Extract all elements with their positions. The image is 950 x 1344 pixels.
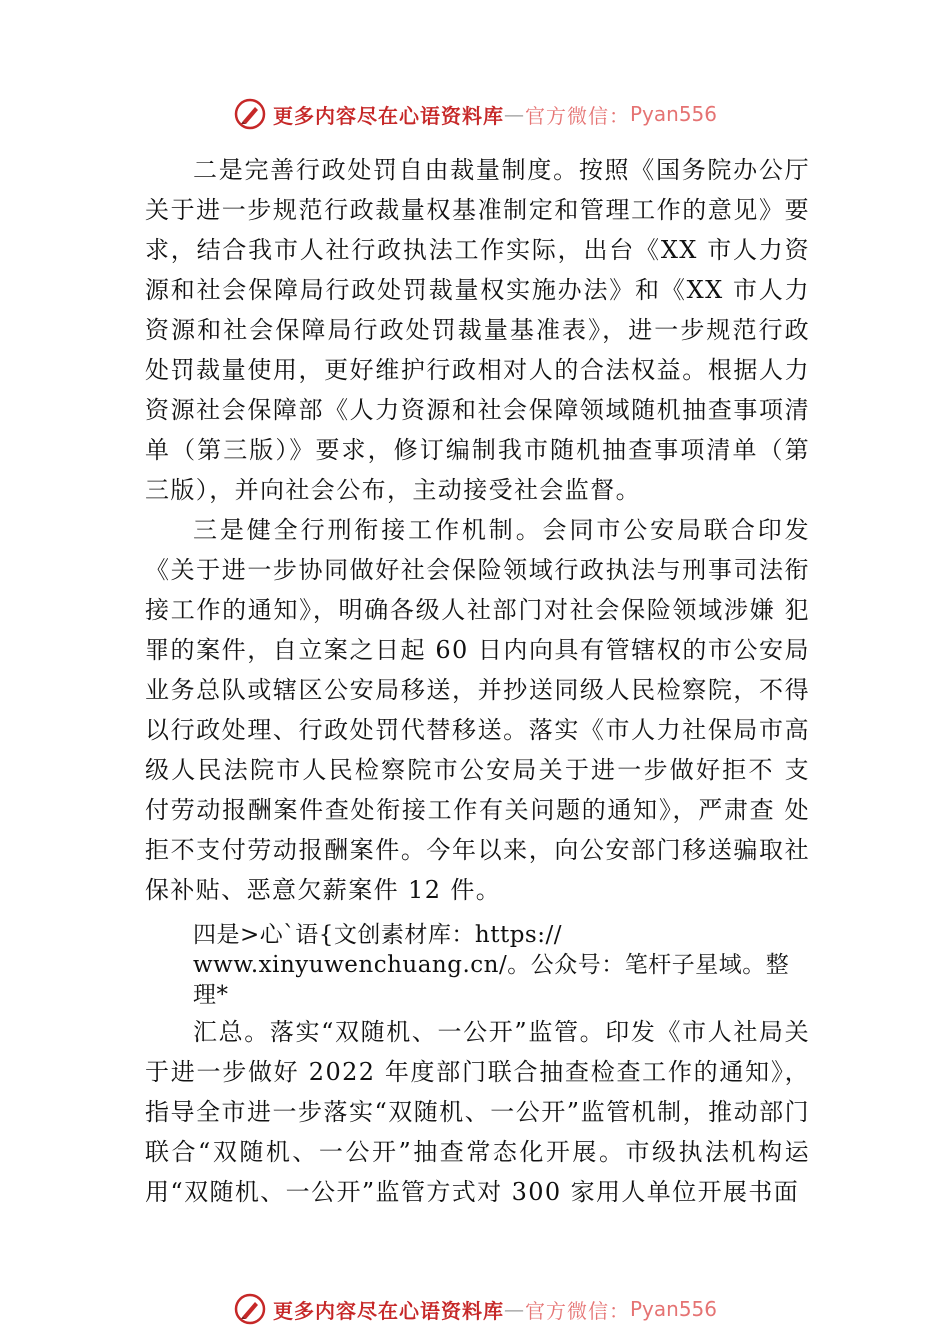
header-banner [0,94,950,134]
footer-wechat-label: 官方微信： [524,1298,630,1323]
document-body [145,150,810,1212]
footer-banner [0,1289,950,1329]
pen-logo-icon [233,97,267,131]
paragraph-criminal-linkage: 三是健全行刑衔接工作机制。会同市公安局联合印发《关于进一步协同做好社会保险领域行政执法与刑事司法衔接工作的通知》，明确各级人社部门对社会保险领域涉嫌 犯罪的案件，自立案之日起 60 日内向具有管辖权的市公安局业务总队或辖区公安局移送，并抄送同级人民检察院，不得以行政处理、行政处罚代替移送。落实《市人力社保局市高级人民法院市人民检察院市公安局关于进一步做好拒不 支付劳动报酬案件查处衔接工作有关问题的通知》，严肃查 处拒不支付劳动报酬案件。今年以来，向公安部门移送骗取社保补贴、恶意欠薪案件 12 件。 [145,516,810,904]
header-wechat-label: 官方微信： [524,103,630,128]
watermark-line-2: www.xinyuwenchuang.cn/。公众号：笔杆子星域。整理* [193,952,790,1008]
footer-separator: — [503,1297,525,1321]
footer-brand: 更多内容尽在心语资料库 [272,1298,504,1323]
footer-wechat-id: Pyan556 [629,1297,717,1321]
pen-logo-icon [233,1292,267,1326]
header-brand: 更多内容尽在心语资料库 [272,103,504,128]
paragraph-penalty-discretion: 二是完善行政处罚自由裁量制度。按照《国务院办公厅关于进一步规范行政裁量权基准制定和管理工作的意见》要求，结合我市人社行政执法工作实际，出台《XX 市人力资源和社会保障局行政处罚裁量权实施办法》和《XX 市人力资源和社会保障局行政处罚裁量基准表》，进一步规范行政 处罚裁量使用，更好维护行政相对人的合法权益。根据人力资源社会保障部《人力资源和社会保障领域随机抽查事项清单（第三版）》要求，修订编制我市随机抽查事项清单（第三版），并向社会公布，主动接受社会监督。 [145,156,810,504]
header-wechat-id: Pyan556 [629,102,717,126]
header-separator: — [503,102,525,126]
watermark-line-1: 四是>心`语{文创素材库：https:// [193,922,562,948]
paragraph-double-random: 汇总。落实“双随机、一公开”监管。印发《市人社局关于进一步做好 2022 年度部门联合抽查检查工作的通知》，指导全市进一步落实“双随机、一公开”监管机制，推动部门 联合“双随机、一公开”抽查常态化开展。市级执法机构运用“双随机、一公开”监管方式对 300 家用人单位开展书面 [145,1018,810,1206]
